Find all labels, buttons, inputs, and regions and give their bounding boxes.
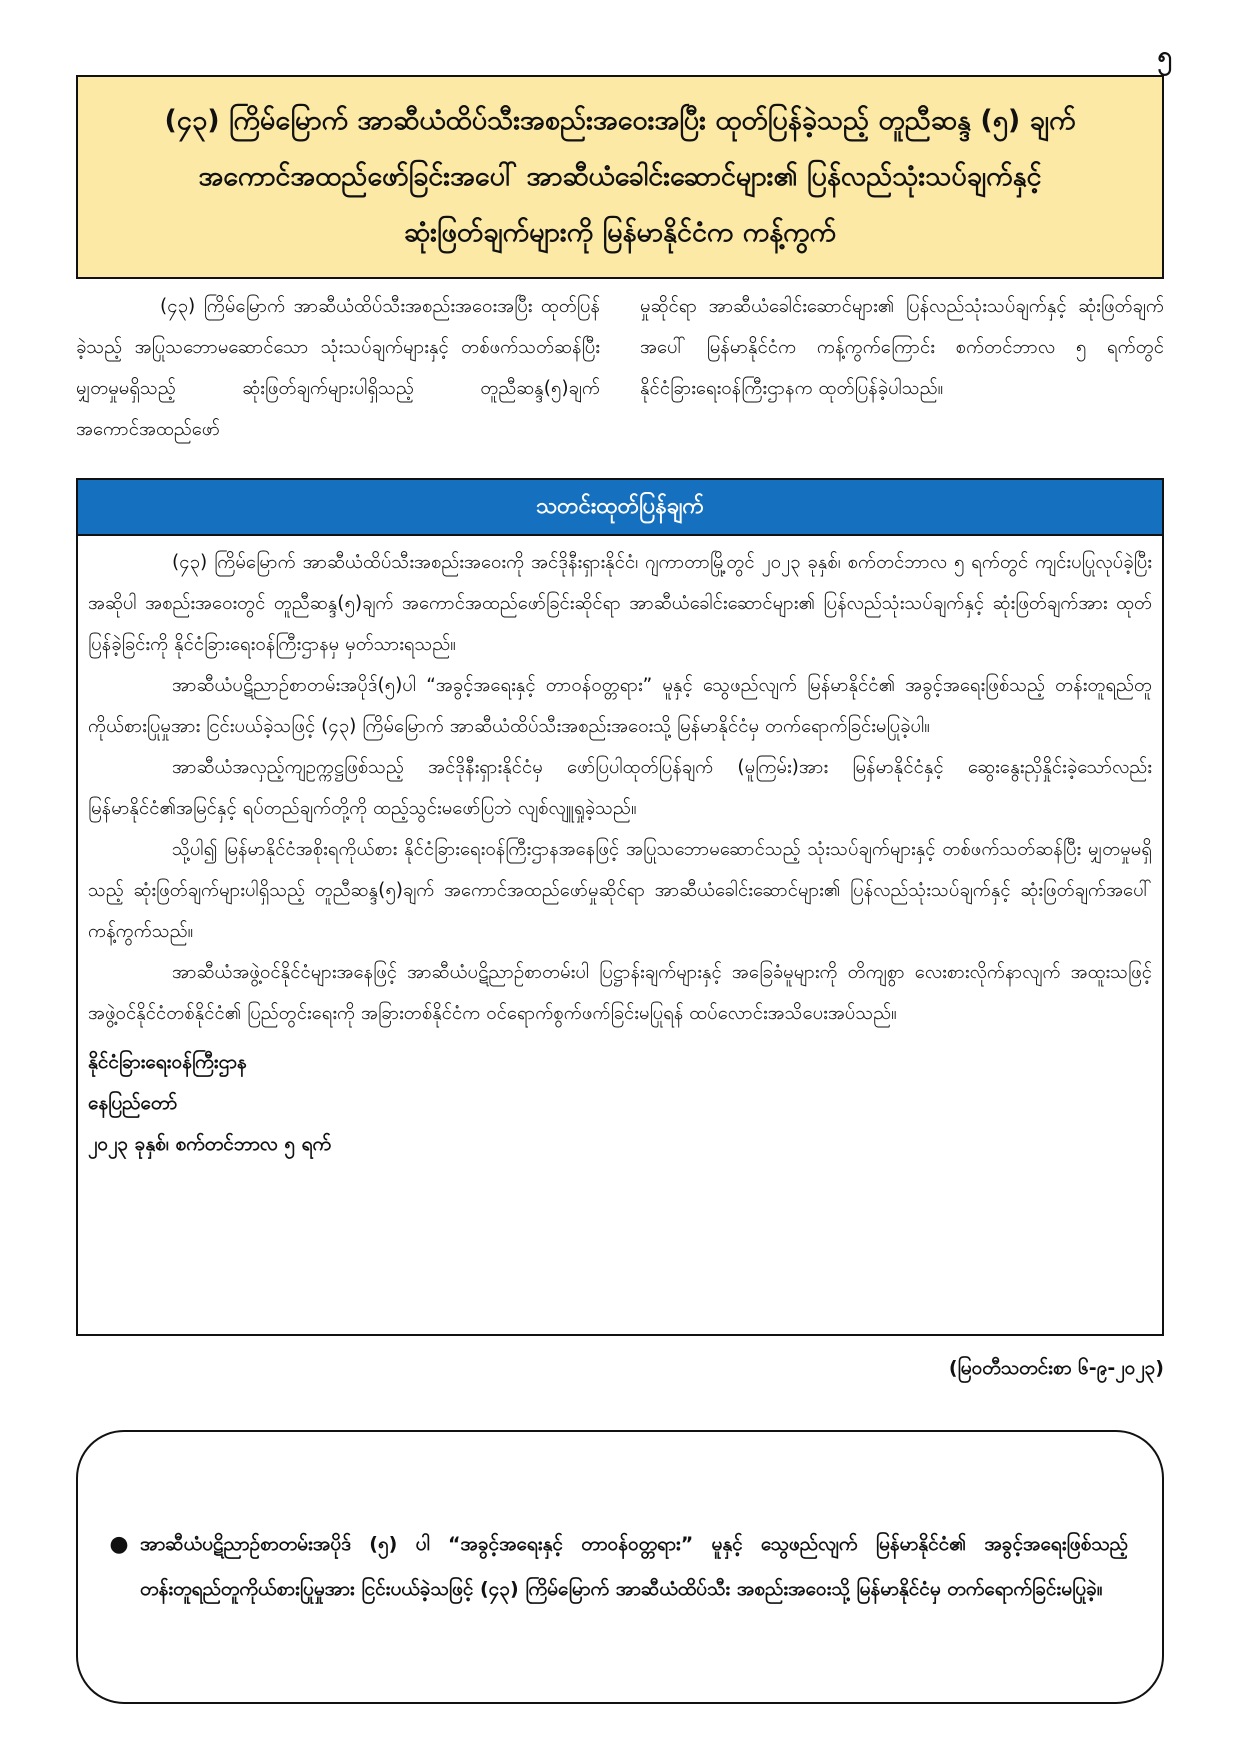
signature-ministry: နိုင်ငံခြားရေးဝန်ကြီးဌာန [88,1051,247,1073]
headline-box [76,75,1164,279]
headline-line-3: ဆုံးဖြတ်ချက်များကို မြန်မာနိုင်ငံက ကန့်ကွက် [404,217,836,248]
headline-line-1: (၄၃) ကြိမ်မြောက် အာဆီယံထိပ်သီးအစည်းအဝေးအပြီး ထုတ်ပြန်ခဲ့သည့် တူညီဆန္ဒ (၅) ချက် [164,105,1076,136]
summary-item [98,1522,1128,1612]
bullet-icon: ● [109,1532,129,1557]
summary-text: အာဆီယံပဋိညာဉ်စာတမ်းအပိုဒ် (၅) ပါ “အခွင့်အရေးနှင့် တာဝန်ဝတ္တရား” မူနှင့် သွေဖည်လျက် မြန်မာနိုင်ငံ၏ အခွင့်အရေးဖြစ်သည့် တန်းတူရည်တူကိုယ်စားပြုမှုအား ငြင်းပယ်ခဲ့သဖြင့် (၄၃) ကြိမ်မြောက် အာဆီယံထိပ်သီး အစည်းအဝေးသို့ မြန်မာနိုင်ငံမှ တက်ရောက်ခြင်းမပြုခဲ့။ [140,1533,1128,1600]
press-release-paragraph-5: အာဆီယံအဖွဲ့ဝင်နိုင်ငံများအနေဖြင့် အာဆီယံပဋိညာဉ်စာတမ်းပါ ပြဋ္ဌာန်းချက်များနှင့် အခြေခံမူများကို တိကျစွာ လေးစားလိုက်နာလျက် အထူးသဖြင့် အဖွဲ့ဝင်နိုင်ငံတစ်နိုင်ငံ၏ ပြည်တွင်းရေးကို အခြားတစ်နိုင်ငံက ဝင်ရောက်စွက်ဖက်ခြင်းမပြုရန် ထပ်လောင်းအသိပေးအပ်သည်။ [88,962,1152,1024]
press-release-box [76,478,1164,1336]
press-release-paragraph-2: အာဆီယံပဋိညာဉ်စာတမ်းအပိုဒ်(၅)ပါ “အခွင့်အရေးနှင့် တာဝန်ဝတ္တရား” မူနှင့် သွေဖည်လျက် မြန်မာနိုင်ငံ၏ အခွင့်အရေးဖြစ်သည့် တန်းတူရည်တူကိုယ်စားပြုမှုအား ငြင်းပယ်ခဲ့သဖြင့် (၄၃) ကြိမ်မြောက် အာဆီယံထိပ်သီးအစည်းအဝေးသို့ မြန်မာနိုင်ငံမှ တက်ရောက်ခြင်းမပြုခဲ့ပါ။ [88,675,1152,737]
press-release-paragraph-1: (၄၃) ကြိမ်မြောက် အာဆီယံထိပ်သီးအစည်းအဝေးကို အင်ဒိုနီးရှားနိုင်ငံ၊ ဂျကာတာမြို့တွင် ၂၀၂၃ ခုနှစ်၊ စက်တင်ဘာလ ၅ ရက်တွင် ကျင်းပပြုလုပ်ခဲ့ပြီး အဆိုပါ အစည်းအဝေးတွင် တူညီဆန္ဒ(၅)ချက် အကောင်အထည်ဖော်ခြင်းဆိုင်ရာ အာဆီယံခေါင်းဆောင်များ၏ ပြန်လည်သုံးသပ်ချက်နှင့် ဆုံးဖြတ်ချက်အား ထုတ်ပြန်ခဲ့ခြင်းကို နိုင်ငံခြားရေးဝန်ကြီးဌာနမှ မှတ်သားရသည်။ [88,552,1152,655]
intro-column-left: (၄၃) ကြိမ်မြောက် အာဆီယံထိပ်သီးအစည်းအဝေးအပြီး ထုတ်ပြန်ခဲ့သည့် အပြုသဘောမဆောင်သော သုံးသပ်ချက်များနှင့် တစ်ဖက်သတ်ဆန်ပြီး မျှတမှုမရှိသည့် ဆုံးဖြတ်ချက်များပါရှိသည့် တူညီဆန္ဒ(၅)ချက် အကောင်အထည်ဖော် [76,296,600,440]
signature-block [88,1042,1152,1165]
page-number: ၅ [1157,41,1172,71]
intro-section [76,286,1164,474]
press-release-header: သတင်းထုတ်ပြန်ချက် [78,480,1162,536]
headline-line-2: အကောင်အထည်ဖော်ခြင်းအပေါ် အာဆီယံခေါင်းဆောင်များ၏ ပြန်လည်သုံးသပ်ချက်နှင့် [198,161,1042,192]
summary-box [76,1430,1164,1704]
press-release-paragraph-3: အာဆီယံအလှည့်ကျဥက္ကဋ္ဌဖြစ်သည့် အင်ဒိုနီးရှားနိုင်ငံမှ ဖော်ပြပါထုတ်ပြန်ချက် (မူကြမ်း)အား မြန်မာနိုင်ငံနှင့် ဆွေးနွေးညှိနှိုင်းခဲ့သော်လည်း မြန်မာနိုင်ငံ၏အမြင်နှင့် ရပ်တည်ချက်တို့ကို ထည့်သွင်းမဖော်ပြဘဲ လျစ်လျူရှုခဲ့သည်။ [88,757,1152,819]
source-citation: (မြဝတီသတင်းစာ ၆-၉-၂၀၂၃) [948,1357,1164,1379]
signature-date: ၂၀၂၃ ခုနှစ်၊ စက်တင်ဘာလ ၅ ရက် [88,1133,332,1155]
press-release-body [78,536,1162,1165]
press-release-paragraph-4: သို့ပါ၍ မြန်မာနိုင်ငံအစိုးရကိုယ်စား နိုင်ငံခြားရေးဝန်ကြီးဌာနအနေဖြင့် အပြုသဘောမဆောင်သည့် သုံးသပ်ချက်များနှင့် တစ်ဖက်သတ်ဆန်ပြီး မျှတမှုမရှိသည့် ဆုံးဖြတ်ချက်များပါရှိသည့် တူညီဆန္ဒ(၅)ချက် အကောင်အထည်ဖော်မှုဆိုင်ရာ အာဆီယံခေါင်းဆောင်များ၏ ပြန်လည်သုံးသပ်ချက်နှင့် ဆုံးဖြတ်ချက်အပေါ် ကန့်ကွက်သည်။ [88,839,1152,942]
signature-city: နေပြည်တော် [88,1092,178,1114]
intro-column-right: မှုဆိုင်ရာ အာဆီယံခေါင်းဆောင်များ၏ ပြန်လည်သုံးသပ်ချက်နှင့် ဆုံးဖြတ်ချက်အပေါ် မြန်မာနိုင်ငံက ကန့်ကွက်ကြောင်း စက်တင်ဘာလ ၅ ရက်တွင် နိုင်ငံခြားရေးဝန်ကြီးဌာနက ထုတ်ပြန်ခဲ့ပါသည်။ [640,296,1164,399]
